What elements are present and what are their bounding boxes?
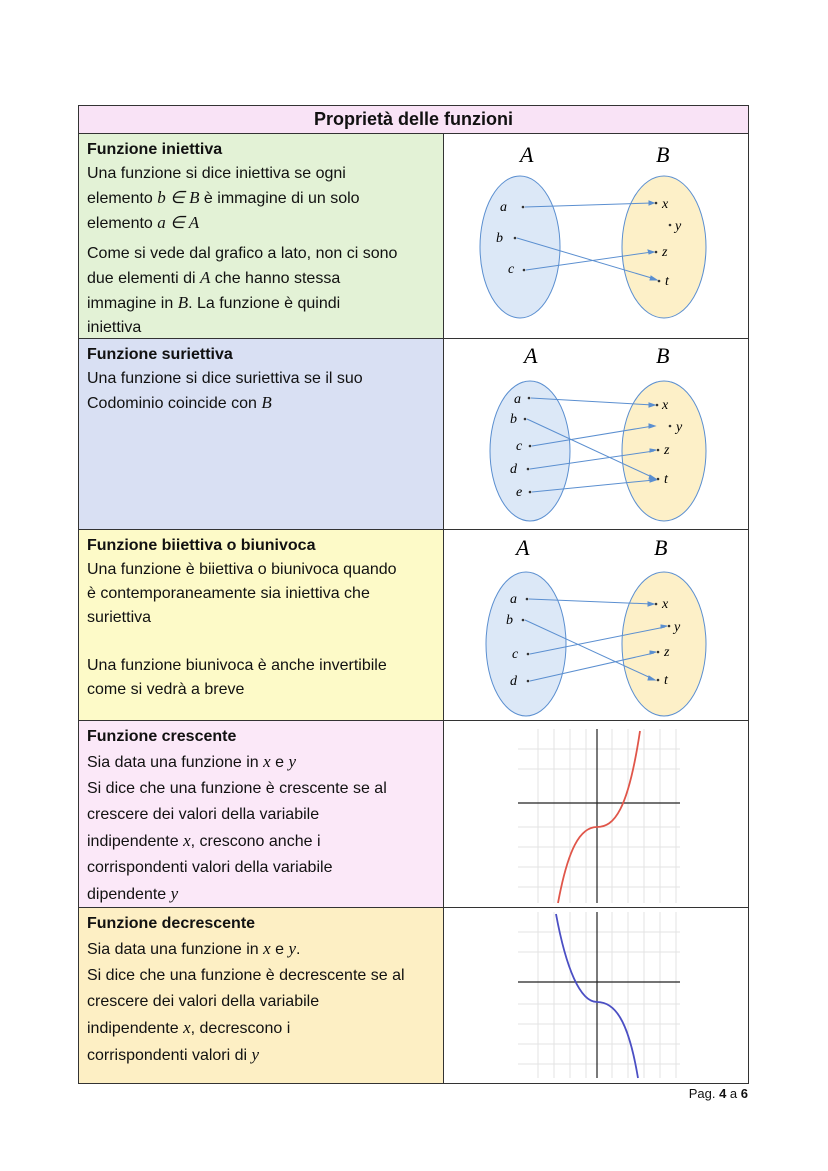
point-t: t xyxy=(664,472,668,487)
text: corrispondenti valori della variabile xyxy=(87,859,333,876)
row-suriettiva xyxy=(79,339,748,530)
text: , crescono anche i xyxy=(190,833,321,850)
set-a-ellipse xyxy=(490,381,570,521)
heading-decrescente: Funzione decrescente xyxy=(87,915,256,932)
footer-prefix: Pag. xyxy=(688,1086,720,1101)
paragraph-decrescente-2 xyxy=(87,963,435,1069)
point-b: b xyxy=(496,231,503,246)
set-b-label: B xyxy=(656,343,670,368)
page-total: 6 xyxy=(740,1086,748,1101)
text: è immagine di un solo xyxy=(199,190,360,207)
point-z: z xyxy=(662,245,668,260)
paragraph-iniettiva-1 xyxy=(87,162,435,236)
graph-cell-decrescente xyxy=(444,908,748,1083)
point-a: a xyxy=(500,200,507,215)
text-cell-decrescente xyxy=(79,908,444,1083)
text: dipendente xyxy=(87,886,171,903)
point-b: b xyxy=(506,613,513,628)
text: e xyxy=(270,754,289,771)
point-z: z xyxy=(664,443,670,458)
text: elemento xyxy=(87,190,158,207)
text: suriettiva xyxy=(87,609,152,626)
text-cell-iniettiva xyxy=(79,134,444,338)
set-b-ellipse xyxy=(622,572,706,716)
table-title: Proprietà delle funzioni xyxy=(79,106,748,134)
point-y: y xyxy=(676,420,683,435)
page-footer xyxy=(689,1086,748,1101)
row-iniettiva xyxy=(79,134,748,339)
text: Come si vede dal grafico a lato, non ci sono xyxy=(87,245,398,262)
graph-crescente xyxy=(444,721,748,908)
math: y xyxy=(170,884,179,903)
paragraph-iniettiva-2 xyxy=(87,242,435,340)
point-x: x xyxy=(662,197,669,212)
graph-cell-crescente xyxy=(444,721,748,907)
text: crescere dei valori della variabile xyxy=(87,806,320,823)
math: b ∈ B xyxy=(157,188,200,207)
footer-separator: a xyxy=(726,1086,741,1101)
heading-crescente: Funzione crescente xyxy=(87,728,237,745)
math: a ∈ A xyxy=(157,213,200,232)
text-cell-biiettiva xyxy=(79,530,444,720)
point-c: c xyxy=(516,439,523,454)
math: x xyxy=(263,939,271,958)
diagram-cell-biiettiva xyxy=(444,530,748,720)
text: elemento xyxy=(87,215,158,232)
math: y xyxy=(288,752,297,771)
point-y: y xyxy=(675,219,682,234)
heading-suriettiva: Funzione suriettiva xyxy=(87,346,233,363)
axes xyxy=(518,912,680,1078)
text: crescere dei valori della variabile xyxy=(87,993,320,1010)
text: Sia data una funzione in xyxy=(87,941,264,958)
text-cell-crescente xyxy=(79,721,444,907)
set-b-label: B xyxy=(654,535,668,560)
text: che hanno stessa xyxy=(210,270,341,287)
math: x xyxy=(263,752,271,771)
paragraph-suriettiva-1 xyxy=(87,367,435,416)
properties-table xyxy=(78,105,749,1084)
text: come si vedrà a breve xyxy=(87,681,245,698)
math: B xyxy=(177,293,189,312)
heading-iniettiva: Funzione iniettiva xyxy=(87,141,223,158)
point-y: y xyxy=(674,620,681,635)
row-decrescente xyxy=(79,908,748,1083)
text: Una funzione si dice suriettiva se il suo xyxy=(87,370,363,387)
set-a-ellipse xyxy=(486,572,566,716)
paragraph-crescente-1 xyxy=(87,749,435,776)
text: Si dice che una funzione è crescente se al xyxy=(87,780,387,797)
text: . La funzione è quindi xyxy=(188,295,341,312)
point-e: e xyxy=(516,485,523,500)
text: indipendente xyxy=(87,833,184,850)
paragraph-biiettiva-2 xyxy=(87,654,435,702)
text: due elementi di xyxy=(87,270,200,287)
math: y xyxy=(251,1045,260,1064)
text: , decrescono i xyxy=(190,1020,291,1037)
text: . xyxy=(296,941,301,958)
set-a-label: A xyxy=(516,535,530,560)
text: iniettiva xyxy=(87,319,142,336)
set-b-label: B xyxy=(656,142,670,167)
math: A xyxy=(199,268,211,287)
point-d: d xyxy=(510,462,517,477)
set-a-label: A xyxy=(524,343,538,368)
point-b: b xyxy=(510,412,517,427)
graph-decrescente xyxy=(444,908,748,1083)
diagram-cell-suriettiva xyxy=(444,339,748,529)
paragraph-decrescente-1 xyxy=(87,936,435,963)
point-d: d xyxy=(510,674,517,689)
point-t: t xyxy=(665,274,669,289)
text: Si dice che una funzione è decrescente se al xyxy=(87,967,405,984)
point-c: c xyxy=(512,647,519,662)
row-biiettiva xyxy=(79,530,748,721)
heading-biiettiva: Funzione biiettiva o biunivoca xyxy=(87,537,316,554)
point-z: z xyxy=(664,645,670,660)
mapping-diagram-iniettiva xyxy=(444,134,748,339)
text: immagine in xyxy=(87,295,178,312)
math: x xyxy=(183,1018,191,1037)
text: Sia data una funzione in xyxy=(87,754,264,771)
point-x: x xyxy=(662,597,669,612)
point-a: a xyxy=(510,592,517,607)
grid xyxy=(518,729,680,903)
grid xyxy=(518,912,680,1078)
point-t: t xyxy=(664,673,668,688)
paragraph-biiettiva-1 xyxy=(87,558,435,630)
point-c: c xyxy=(508,262,515,277)
row-crescente xyxy=(79,721,748,908)
text: Una funzione biunivoca è anche invertibile xyxy=(87,657,387,674)
text: è contemporaneamente sia iniettiva che xyxy=(87,585,370,602)
text: Codominio coincide con xyxy=(87,395,262,412)
text-cell-suriettiva xyxy=(79,339,444,529)
text: indipendente xyxy=(87,1020,184,1037)
mapping-diagram-biiettiva xyxy=(444,530,748,721)
math: y xyxy=(288,939,297,958)
paragraph-crescente-2 xyxy=(87,776,435,908)
math: B xyxy=(261,393,272,412)
point-a: a xyxy=(514,392,521,407)
mapping-diagram-suriettiva xyxy=(444,339,748,530)
text: corrispondenti valori di xyxy=(87,1047,252,1064)
point-x: x xyxy=(662,398,669,413)
diagram-cell-iniettiva xyxy=(444,134,748,338)
page-number: 4 xyxy=(719,1086,727,1101)
axes xyxy=(518,729,680,903)
text: e xyxy=(270,941,289,958)
set-a-label: A xyxy=(520,142,534,167)
text: Una funzione si dice iniettiva se ogni xyxy=(87,165,346,182)
text: Una funzione è biiettiva o biunivoca quando xyxy=(87,561,397,578)
math: x xyxy=(183,831,191,850)
